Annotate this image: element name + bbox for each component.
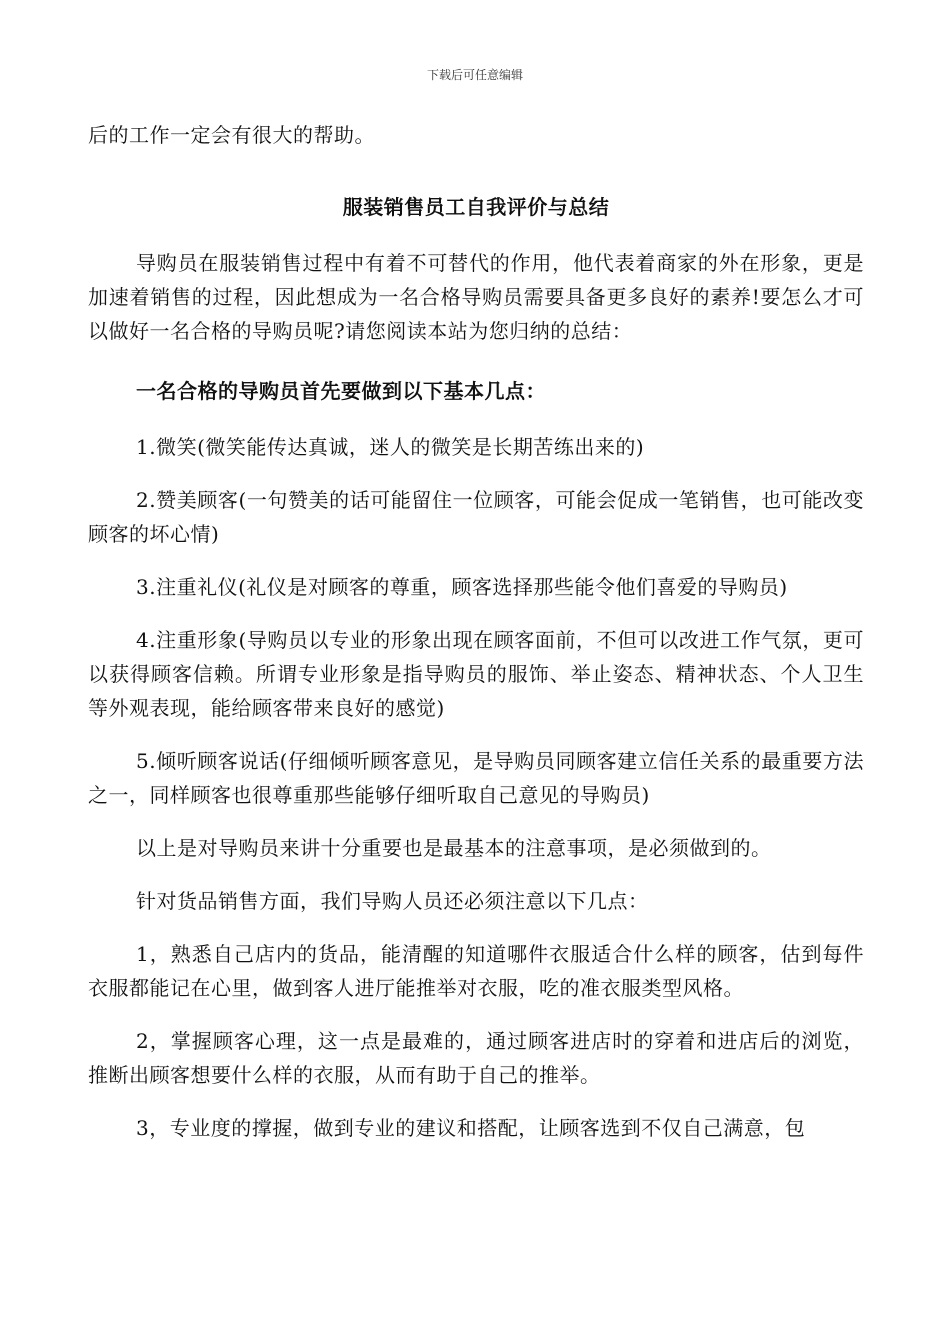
page-header: 下载后可任意编辑 [426, 68, 523, 82]
goods-list-item: 3，专业度的撑握，做到专业的建议和搭配，让顾客选到不仅自己满意，包 [136, 1116, 806, 1140]
paragraph-continuation: 后的工作一定会有很大的帮助。 [88, 123, 375, 147]
document-body [88, 118, 864, 1164]
list-item: 5.倾听顾客说话(仔细倾听顾客意见，是导购员同顾客建立信任关系的最重要方法之一，同样顾客也很尊重那些能够仔细听取自己意见的导购员) [88, 749, 864, 807]
goods-list-item: 1，熟悉自己店内的货品，能清醒的知道哪件衣服适合什么样的顾客，估到每件衣服都能记在心里，做到客人进厅能推举对衣服，吃的准衣服类型风格。 [88, 942, 864, 1000]
list-item: 3.注重礼仪(礼仪是对顾客的尊重，顾客选择那些能令他们喜爱的导购员) [136, 575, 788, 599]
list-item: 2.赞美顾客(一句赞美的话可能留住一位顾客，可能会促成一笔销售，也可能改变顾客的坏心情) [88, 488, 864, 546]
list-item: 1.微笑(微笑能传达真诚，迷人的微笑是长期苦练出来的) [136, 435, 645, 459]
summary-paragraph: 以上是对导购员来讲十分重要也是最基本的注意事项，是必须做到的。 [136, 836, 772, 860]
document-title: 服装销售员工自我评价与总结 [342, 195, 610, 219]
intro-paragraph: 导购员在服装销售过程中有着不可替代的作用，他代表着商家的外在形象，更是加速着销售的过程，因此想成为一名合格导购员需要具备更多良好的素养!要怎么才可以做好一名合格的导购员呢?请您阅读本站为您归纳的总结： [88, 251, 864, 343]
section-heading: 一名合格的导购员首先要做到以下基本几点： [136, 379, 546, 403]
goods-intro-paragraph: 针对货品销售方面，我们导购人员还必须注意以下几点： [136, 889, 649, 913]
list-item: 4.注重形象(导购员以专业的形象出现在顾客面前，不但可以改进工作气氛，更可以获得顾客信赖。所谓专业形象是指导购员的服饰、举止姿态、精神状态、个人卫生等外观表现，能给顾客带来良好的感觉) [88, 628, 864, 720]
goods-list-item: 2，掌握顾客心理，这一点是最难的，通过顾客进店时的穿着和进店后的浏览，推断出顾客想要什么样的衣服，从而有助于自己的推举。 [88, 1029, 864, 1087]
